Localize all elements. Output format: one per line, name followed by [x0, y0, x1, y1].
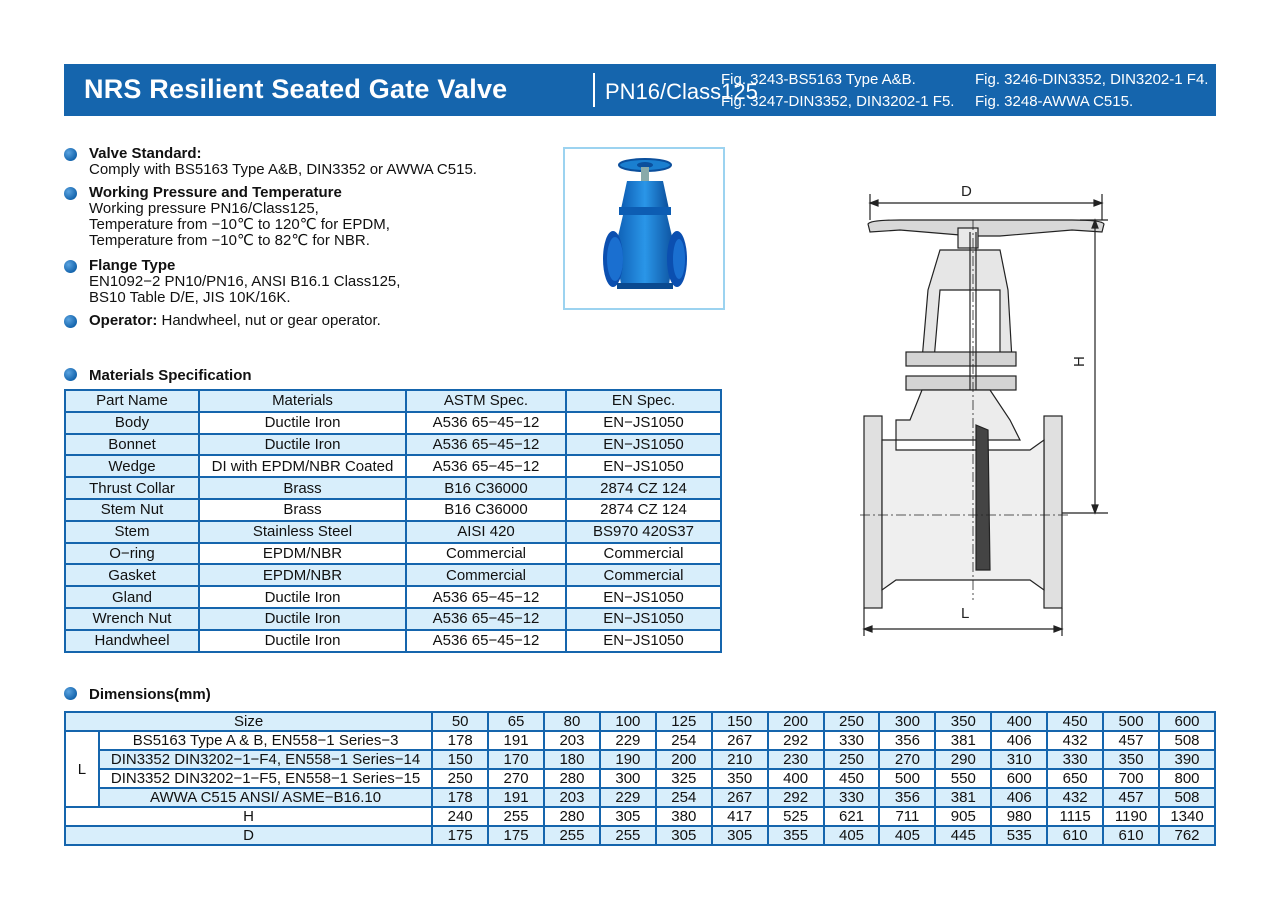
h-label: H	[65, 807, 432, 826]
dimension-cell: 380	[656, 807, 712, 826]
table-cell: Ductile Iron	[199, 608, 406, 630]
table-cell: Brass	[199, 499, 406, 521]
standard-label: DIN3352 DIN3202−1−F5, EN558−1 Series−15	[99, 769, 432, 788]
dimension-cell: 500	[879, 769, 935, 788]
dimension-cell: 178	[432, 788, 488, 807]
table-cell: Ductile Iron	[199, 412, 406, 434]
l-row	[65, 769, 1215, 788]
table-row	[65, 434, 721, 456]
feature-item	[64, 258, 544, 306]
table-row	[65, 543, 721, 565]
feature-heading: Valve Standard:	[89, 145, 202, 162]
bullet-dot-icon	[64, 687, 77, 700]
feature-item	[64, 313, 544, 329]
dimension-cell: 330	[824, 788, 880, 807]
materials-table	[64, 389, 722, 653]
size-cell: 250	[824, 712, 880, 731]
dimension-cell: 457	[1103, 731, 1159, 750]
table-cell: EPDM/NBR	[199, 543, 406, 565]
size-row	[65, 712, 1215, 731]
dimension-cell: 270	[488, 769, 544, 788]
dimension-cell: 417	[712, 807, 768, 826]
dimension-cell: 1115	[1047, 807, 1103, 826]
table-row	[65, 477, 721, 499]
valve-section-drawing	[840, 180, 1130, 640]
dimension-cell: 255	[544, 826, 600, 845]
size-cell: 500	[1103, 712, 1159, 731]
materials-section-title: Materials Specification	[64, 367, 252, 384]
dimension-cell: 905	[935, 807, 991, 826]
part-name-cell: O−ring	[65, 543, 199, 565]
table-row	[65, 499, 721, 521]
bullet-dot-icon	[64, 260, 77, 273]
dimension-cell: 525	[768, 807, 824, 826]
dimension-cell: 711	[879, 807, 935, 826]
bullet-dot-icon	[64, 315, 77, 328]
dimension-cell: 150	[432, 750, 488, 769]
dimension-cell: 305	[656, 826, 712, 845]
dimension-cell: 508	[1159, 731, 1215, 750]
l-row	[65, 788, 1215, 807]
dimension-cell: 350	[712, 769, 768, 788]
table-cell: EPDM/NBR	[199, 564, 406, 586]
dimension-cell: 330	[824, 731, 880, 750]
dimension-cell: 980	[991, 807, 1047, 826]
dimensions-section-title: Dimensions(mm)	[64, 686, 211, 703]
feature-text-line: Comply with BS5163 Type A&B, DIN3352 or AWWA C515.	[89, 161, 477, 178]
feature-list	[64, 146, 544, 336]
title-divider	[593, 73, 595, 107]
table-cell: DI with EPDM/NBR Coated	[199, 455, 406, 477]
l-row	[65, 750, 1215, 769]
dimension-cell: 508	[1159, 788, 1215, 807]
dimension-cell: 255	[488, 807, 544, 826]
table-row	[65, 455, 721, 477]
dimension-cell: 325	[656, 769, 712, 788]
table-cell: Commercial	[406, 543, 566, 565]
dimension-cell: 330	[1047, 750, 1103, 769]
page-title: NRS Resilient Seated Gate Valve	[84, 74, 508, 104]
feature-text-line: EN1092−2 PN10/PN16, ANSI B16.1 Class125,	[89, 273, 401, 290]
dimension-cell: 450	[824, 769, 880, 788]
feature-inline-text: Handwheel, nut or gear operator.	[157, 312, 381, 329]
size-cell: 600	[1159, 712, 1215, 731]
table-cell: A536 65−45−12	[406, 586, 566, 608]
dimension-cell: 355	[768, 826, 824, 845]
table-cell: 2874 CZ 124	[566, 499, 721, 521]
dimension-cell: 229	[600, 788, 656, 807]
dimension-cell: 240	[432, 807, 488, 826]
size-cell: 65	[488, 712, 544, 731]
dimension-cell: 191	[488, 788, 544, 807]
size-cell: 300	[879, 712, 935, 731]
dimension-cell: 432	[1047, 731, 1103, 750]
dimension-cell: 292	[768, 788, 824, 807]
h-row	[65, 807, 1215, 826]
dimension-cell: 254	[656, 731, 712, 750]
dimension-cell: 610	[1103, 826, 1159, 845]
l-label: L	[65, 731, 99, 807]
part-name-cell: Bonnet	[65, 434, 199, 456]
dimension-cell: 267	[712, 731, 768, 750]
dimension-cell: 381	[935, 731, 991, 750]
dimension-cell: 390	[1159, 750, 1215, 769]
gate-valve-image	[565, 149, 723, 308]
table-cell: A536 65−45−12	[406, 434, 566, 456]
size-cell: 80	[544, 712, 600, 731]
dimension-cell: 305	[600, 807, 656, 826]
size-cell: 50	[432, 712, 488, 731]
size-cell: 150	[712, 712, 768, 731]
dimension-cell: 406	[991, 788, 1047, 807]
part-name-cell: Gland	[65, 586, 199, 608]
dimension-cell: 280	[544, 769, 600, 788]
dimensions-table	[64, 711, 1216, 846]
feature-heading: Operator:	[89, 312, 158, 329]
dimension-cell: 700	[1103, 769, 1159, 788]
table-cell: Commercial	[566, 564, 721, 586]
table-row	[65, 608, 721, 630]
dimension-cell: 290	[935, 750, 991, 769]
dimension-cell: 203	[544, 731, 600, 750]
dimension-cell: 405	[824, 826, 880, 845]
dimension-cell: 229	[600, 731, 656, 750]
table-cell: EN−JS1050	[566, 586, 721, 608]
column-header: ASTM Spec.	[406, 390, 566, 412]
dimension-cell: 405	[879, 826, 935, 845]
dimension-cell: 250	[432, 769, 488, 788]
fig-3248: Fig. 3248-AWWA C515.	[975, 93, 1134, 110]
dimension-cell: 356	[879, 788, 935, 807]
page-subtitle: PN16/Class125	[605, 79, 758, 104]
feature-item	[64, 146, 544, 178]
dimension-cell: 457	[1103, 788, 1159, 807]
standard-label: DIN3352 DIN3202−1−F4, EN558−1 Series−14	[99, 750, 432, 769]
feature-text-line: BS10 Table D/E, JIS 10K/16K.	[89, 289, 291, 306]
bullet-dot-icon	[64, 148, 77, 161]
dimension-label-l: L	[961, 605, 970, 622]
feature-heading: Working Pressure and Temperature	[89, 184, 342, 201]
table-cell: B16 C36000	[406, 477, 566, 499]
column-header: Materials	[199, 390, 406, 412]
product-photo	[563, 147, 725, 310]
dimension-cell: 190	[600, 750, 656, 769]
table-cell: A536 65−45−12	[406, 630, 566, 652]
d-row	[65, 826, 1215, 845]
dimension-cell: 175	[432, 826, 488, 845]
size-cell: 350	[935, 712, 991, 731]
dimension-cell: 550	[935, 769, 991, 788]
bullet-dot-icon	[64, 187, 77, 200]
size-label: Size	[65, 712, 432, 731]
dimension-cell: 1340	[1159, 807, 1215, 826]
dimension-cell: 191	[488, 731, 544, 750]
dimension-cell: 178	[432, 731, 488, 750]
dimension-cell: 350	[1103, 750, 1159, 769]
part-name-cell: Stem	[65, 521, 199, 543]
dimension-cell: 432	[1047, 788, 1103, 807]
fig-3243: Fig. 3243-BS5163 Type A&B.	[721, 71, 916, 88]
part-name-cell: Thrust Collar	[65, 477, 199, 499]
table-cell: Commercial	[566, 543, 721, 565]
header-banner	[64, 64, 1216, 116]
table-cell: Commercial	[406, 564, 566, 586]
part-name-cell: Wrench Nut	[65, 608, 199, 630]
fig-3246: Fig. 3246-DIN3352, DIN3202-1 F4.	[975, 71, 1209, 88]
feature-text-line: Temperature from −10℃ to 82℃ for NBR.	[89, 232, 370, 249]
part-name-cell: Stem Nut	[65, 499, 199, 521]
table-cell: Ductile Iron	[199, 434, 406, 456]
fig-3247: Fig. 3247-DIN3352, DIN3202-1 F5.	[721, 93, 955, 110]
dimension-label-d: D	[961, 183, 972, 200]
dimension-label-h: H	[1071, 356, 1088, 367]
table-row	[65, 412, 721, 434]
feature-heading: Flange Type	[89, 257, 176, 274]
dimension-cell: 280	[544, 807, 600, 826]
dimension-cell: 600	[991, 769, 1047, 788]
table-cell: A536 65−45−12	[406, 455, 566, 477]
dimension-cell: 762	[1159, 826, 1215, 845]
column-header: Part Name	[65, 390, 199, 412]
dimension-cell: 270	[879, 750, 935, 769]
table-cell: Ductile Iron	[199, 586, 406, 608]
table-row	[65, 630, 721, 652]
dimension-cell: 356	[879, 731, 935, 750]
table-cell: A536 65−45−12	[406, 608, 566, 630]
size-cell: 100	[600, 712, 656, 731]
dimension-cell: 621	[824, 807, 880, 826]
column-header: EN Spec.	[566, 390, 721, 412]
dimension-cell: 267	[712, 788, 768, 807]
table-cell: AISI 420	[406, 521, 566, 543]
dimension-cell: 400	[768, 769, 824, 788]
size-cell: 200	[768, 712, 824, 731]
dimension-cell: 650	[1047, 769, 1103, 788]
table-row	[65, 586, 721, 608]
dimension-cell: 170	[488, 750, 544, 769]
table-cell: Brass	[199, 477, 406, 499]
table-cell: EN−JS1050	[566, 608, 721, 630]
dimension-cell: 406	[991, 731, 1047, 750]
size-cell: 125	[656, 712, 712, 731]
table-cell: Stainless Steel	[199, 521, 406, 543]
dimension-cell: 175	[488, 826, 544, 845]
dimension-cell: 203	[544, 788, 600, 807]
table-row	[65, 564, 721, 586]
bullet-dot-icon	[64, 368, 77, 381]
table-cell: Ductile Iron	[199, 630, 406, 652]
table-cell: 2874 CZ 124	[566, 477, 721, 499]
table-cell: EN−JS1050	[566, 455, 721, 477]
table-row	[65, 521, 721, 543]
dimension-cell: 254	[656, 788, 712, 807]
dimension-cell: 292	[768, 731, 824, 750]
dimension-cell: 305	[712, 826, 768, 845]
dimension-cell: 800	[1159, 769, 1215, 788]
table-cell: EN−JS1050	[566, 434, 721, 456]
dimension-cell: 210	[712, 750, 768, 769]
dimension-cell: 310	[991, 750, 1047, 769]
materials-header-row	[65, 390, 721, 412]
standard-label: BS5163 Type A & B, EN558−1 Series−3	[99, 731, 432, 750]
dimension-cell: 610	[1047, 826, 1103, 845]
table-cell: BS970 420S37	[566, 521, 721, 543]
part-name-cell: Gasket	[65, 564, 199, 586]
table-cell: B16 C36000	[406, 499, 566, 521]
part-name-cell: Body	[65, 412, 199, 434]
dimension-cell: 381	[935, 788, 991, 807]
feature-text-line: Working pressure PN16/Class125,	[89, 200, 319, 217]
dimension-cell: 1190	[1103, 807, 1159, 826]
l-row	[65, 731, 1215, 750]
dimension-cell: 445	[935, 826, 991, 845]
part-name-cell: Wedge	[65, 455, 199, 477]
dimension-cell: 535	[991, 826, 1047, 845]
size-cell: 450	[1047, 712, 1103, 731]
standard-label: AWWA C515 ANSI/ ASME−B16.10	[99, 788, 432, 807]
d-label: D	[65, 826, 432, 845]
dimension-cell: 255	[600, 826, 656, 845]
dimension-cell: 300	[600, 769, 656, 788]
dimension-cell: 250	[824, 750, 880, 769]
table-cell: A536 65−45−12	[406, 412, 566, 434]
table-cell: EN−JS1050	[566, 412, 721, 434]
feature-text-line: Temperature from −10℃ to 120℃ for EPDM,	[89, 216, 390, 233]
size-cell: 400	[991, 712, 1047, 731]
dimension-cell: 180	[544, 750, 600, 769]
table-cell: EN−JS1050	[566, 630, 721, 652]
part-name-cell: Handwheel	[65, 630, 199, 652]
feature-item	[64, 185, 544, 249]
dimension-cell: 230	[768, 750, 824, 769]
dimension-cell: 200	[656, 750, 712, 769]
